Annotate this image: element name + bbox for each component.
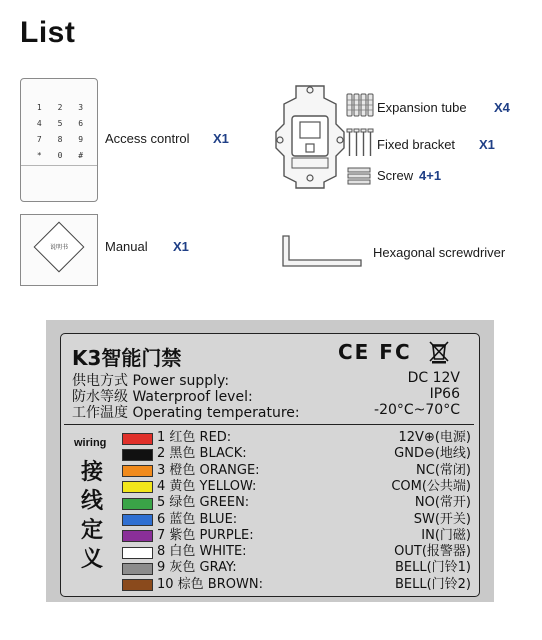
item-access-control-label: Access control xyxy=(105,131,190,146)
hexagonal-screwdriver-image xyxy=(281,234,363,268)
item-manual-qty: X1 xyxy=(173,239,189,254)
item-screw-label: Screw xyxy=(377,168,414,183)
wire-name: 3 橙色 ORANGE: xyxy=(157,462,260,478)
wire-name: 4 黄色 YELLOW: xyxy=(157,478,257,494)
wire-color-swatch xyxy=(122,530,153,542)
wiring-title-char: 接 xyxy=(80,460,103,485)
wire-function: BELL(门铃2) xyxy=(394,576,471,592)
wire-color-swatch xyxy=(122,563,153,575)
label-divider xyxy=(64,424,474,425)
spec-power-supply-label: 供电方式 Power supply: xyxy=(72,373,230,389)
wire-name: 9 灰色 GRAY: xyxy=(157,560,237,576)
spec-power-supply-value: DC 12V xyxy=(407,370,460,386)
wire-color-swatch xyxy=(122,433,153,445)
item-fixed-bracket-qty: X1 xyxy=(479,137,495,152)
wire-function: NC(常闭) xyxy=(416,462,471,478)
wire-color-swatch xyxy=(122,579,153,591)
wiring-title-char: 义 xyxy=(80,547,103,572)
keypad-panel xyxy=(21,79,97,166)
keypad-key: 5 xyxy=(57,119,63,128)
wire-name: 5 绿色 GREEN: xyxy=(157,495,250,511)
keypad-key: 2 xyxy=(57,103,63,112)
wire-function: IN(门磁) xyxy=(421,527,471,543)
item-manual-label: Manual xyxy=(105,239,148,254)
keypad xyxy=(29,103,91,160)
expansion-tube-image xyxy=(346,92,374,118)
keypad-key: * xyxy=(36,151,42,160)
wire-name: 8 白色 WHITE: xyxy=(157,544,247,560)
wire-function: GND⊖(地线) xyxy=(394,446,471,462)
wire-color-swatch xyxy=(122,514,153,526)
item-screw-qty: 4+1 xyxy=(419,168,442,183)
spec-temperature-label: 工作温度 Operating temperature: xyxy=(72,405,300,421)
wire-function: 12V⊕(电源) xyxy=(398,430,471,445)
certification-marks: CE FC xyxy=(338,340,412,364)
wire-name: 1 红色 RED: xyxy=(157,430,232,445)
item-expansion-tube-qty: X4 xyxy=(494,100,510,115)
spec-waterproof-label: 防水等级 Waterproof level: xyxy=(72,389,253,405)
wire-function: OUT(报警器) xyxy=(394,544,471,560)
wiring-label: wiring xyxy=(74,437,107,449)
wire-function: BELL(门铃1) xyxy=(394,560,471,576)
wiring-title-char: 定 xyxy=(80,518,103,543)
spec-waterproof-value: IP66 xyxy=(429,386,460,402)
access-control-device-image xyxy=(20,78,98,202)
item-hex-screwdriver-label: Hexagonal screwdriver xyxy=(373,245,506,260)
small-screw-image xyxy=(346,166,372,186)
wire-color-swatch xyxy=(122,449,153,461)
manual-cover-text: 说明书 xyxy=(49,244,68,251)
item-fixed-bracket-label: Fixed bracket xyxy=(377,137,456,152)
keypad-key: # xyxy=(78,151,84,160)
keypad-key: 0 xyxy=(57,151,63,160)
wire-color-swatch xyxy=(122,465,153,477)
keypad-key: 1 xyxy=(36,103,42,112)
manual-image xyxy=(20,214,98,286)
spec-temperature-value: -20°C~70°C xyxy=(374,402,460,418)
wiring-definition-title xyxy=(80,458,104,574)
wire-color-swatch xyxy=(122,547,153,559)
wire-function: NO(常开) xyxy=(414,495,471,511)
item-expansion-tube-label: Expansion tube xyxy=(377,100,467,115)
wire-color-swatch xyxy=(122,498,153,510)
fixed-bracket-image xyxy=(270,76,350,190)
keypad-key: 3 xyxy=(78,103,84,112)
keypad-key: 9 xyxy=(78,135,84,144)
item-access-control-qty: X1 xyxy=(213,131,229,146)
wire-function: SW(开关) xyxy=(413,511,471,527)
product-model-title: K3智能门禁 xyxy=(72,346,182,370)
wire-name: 7 紫色 PURPLE: xyxy=(157,527,254,543)
keypad-key: 7 xyxy=(36,135,42,144)
keypad-key: 6 xyxy=(78,119,84,128)
wire-name: 10 棕色 BROWN: xyxy=(157,576,263,592)
screw-set-image xyxy=(346,128,374,158)
wire-function: COM(公共端) xyxy=(391,478,471,494)
page-title: List xyxy=(20,16,76,49)
wire-name: 6 蓝色 BLUE: xyxy=(157,511,238,527)
keypad-key: 4 xyxy=(36,119,42,128)
weee-bin-icon xyxy=(428,340,450,364)
keypad-key: 8 xyxy=(57,135,63,144)
wire-color-swatch xyxy=(122,481,153,493)
wiring-title-char: 线 xyxy=(80,489,103,514)
wire-name: 2 黑色 BLACK: xyxy=(157,446,247,462)
